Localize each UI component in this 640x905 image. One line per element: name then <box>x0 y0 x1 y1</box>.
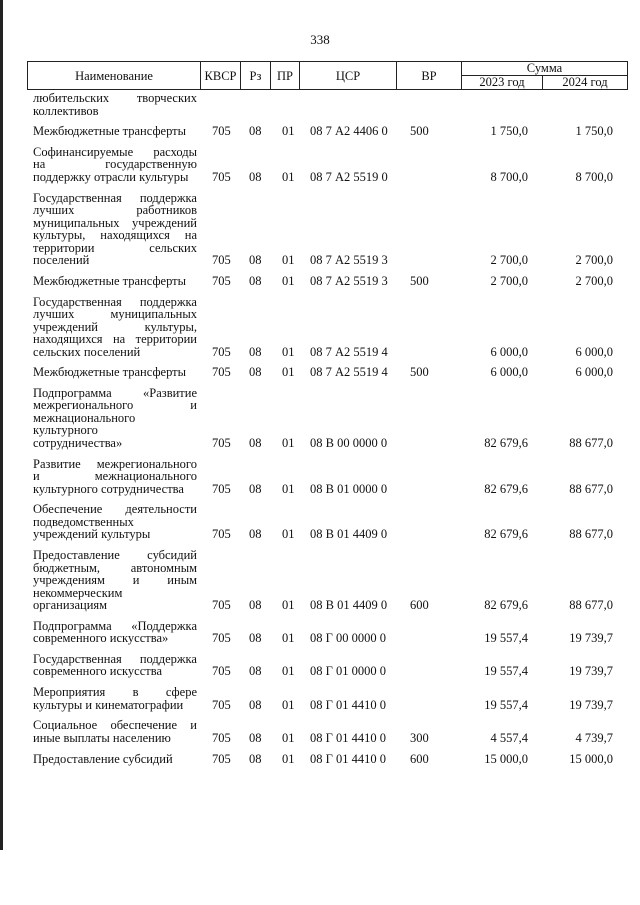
pr-cell: 01 <box>282 273 295 288</box>
rz-cell: 08 <box>249 344 262 359</box>
row-name-line: организациям <box>33 598 108 612</box>
rz-cell: 08 <box>249 631 262 646</box>
row-name <box>33 653 197 678</box>
sum-2023-cell: 6 000,0 <box>490 344 528 359</box>
row-name <box>33 686 197 711</box>
row-name-line: коллективов <box>33 103 99 118</box>
page-number: 338 <box>310 32 330 47</box>
sum-2024-cell: 1 750,0 <box>575 124 613 139</box>
rz-cell: 08 <box>249 253 262 268</box>
rz-cell: 08 <box>249 751 262 766</box>
table-row <box>0 549 640 612</box>
row-name-line: Межбюджетные трансферты <box>33 273 187 288</box>
kvsr-cell: 705 <box>212 697 231 712</box>
row-name <box>33 125 197 138</box>
sum-2023-cell: 2 700,0 <box>490 273 528 288</box>
row-name-line: находящихся на территории <box>33 332 197 346</box>
row-name-line: Подпрограмма «Поддержка <box>33 618 197 633</box>
csr-cell: 08 7 А2 5519 3 <box>310 253 388 268</box>
csr-cell: 08 В 00 0000 0 <box>310 435 388 450</box>
pr-cell: 01 <box>282 598 295 612</box>
row-name-line: Государственная поддержка <box>33 651 197 666</box>
header-sum: Сумма <box>526 61 563 75</box>
row-name <box>33 296 197 359</box>
csr-cell: 08 Г 01 4410 0 <box>310 751 386 766</box>
table-row <box>0 719 640 744</box>
row-name <box>33 549 197 612</box>
row-name <box>33 719 197 744</box>
row-name-line: учреждений культуры <box>33 527 151 542</box>
row-name <box>33 753 197 766</box>
row-name-line: Межбюджетные трансферты <box>33 365 187 380</box>
pr-cell: 01 <box>282 344 295 359</box>
row-name-line: Социальное обеспечение и <box>33 718 197 733</box>
rz-cell: 08 <box>249 664 262 679</box>
row-name-line: Подпрограмма «Развитие <box>33 385 197 400</box>
kvsr-cell: 705 <box>212 664 231 679</box>
pr-cell: 01 <box>282 365 295 380</box>
rz-cell: 08 <box>249 697 262 712</box>
row-name <box>33 387 197 450</box>
row-name-line: межрегионального и <box>33 398 197 413</box>
row-name-line: Предоставление субсидий <box>33 548 197 562</box>
row-name-line: Мероприятия в сфере <box>33 685 197 700</box>
kvsr-cell: 705 <box>212 435 231 450</box>
kvsr-cell: 705 <box>212 481 231 496</box>
row-name-line: поддержку отрасли культуры <box>33 169 189 184</box>
row-name-line: современного искусства <box>33 664 163 679</box>
table-row <box>0 92 640 117</box>
csr-cell: 08 В 01 0000 0 <box>310 481 388 496</box>
sum-2023-cell: 19 557,4 <box>484 631 528 646</box>
sum-2024-cell: 19 739,7 <box>569 697 613 712</box>
header-name: Наименование <box>75 69 153 83</box>
pr-cell: 01 <box>282 253 295 268</box>
kvsr-cell: 705 <box>212 751 231 766</box>
sum-2024-cell: 88 677,0 <box>569 598 613 612</box>
header-kvsr: КВСР <box>204 69 237 83</box>
csr-cell: 08 7 А2 5519 4 <box>310 344 388 359</box>
rz-cell: 08 <box>249 365 262 380</box>
pr-cell: 01 <box>282 751 295 766</box>
sum-2023-cell: 2 700,0 <box>490 253 528 268</box>
row-name-line: культурного сотрудничества <box>33 481 184 496</box>
header-pr: ПР <box>277 69 293 83</box>
row-name-line: Софинансируемые расходы <box>33 144 197 159</box>
table-row <box>0 275 640 288</box>
kvsr-cell: 705 <box>212 344 231 359</box>
kvsr-cell: 705 <box>212 169 231 184</box>
sum-2024-cell: 6 000,0 <box>575 344 613 359</box>
table-row <box>0 387 640 450</box>
sum-2023-cell: 15 000,0 <box>484 751 528 766</box>
header-year-2024: 2024 год <box>562 75 608 89</box>
row-name-line: любительских творческих <box>33 91 197 105</box>
row-name-line: некоммерческим <box>33 585 123 600</box>
rz-cell: 08 <box>249 730 262 745</box>
sum-2024-cell: 8 700,0 <box>575 169 613 184</box>
sum-2023-cell: 82 679,6 <box>484 435 528 450</box>
row-name <box>33 92 197 117</box>
table-row <box>0 620 640 645</box>
header-vline <box>627 61 628 90</box>
table-header <box>27 61 628 90</box>
table-row <box>0 146 640 184</box>
csr-cell: 08 Г 00 0000 0 <box>310 631 386 646</box>
sum-2024-cell: 19 739,7 <box>569 631 613 646</box>
pr-cell: 01 <box>282 730 295 745</box>
row-name <box>33 192 197 267</box>
table-row <box>0 686 640 711</box>
sum-2024-cell: 88 677,0 <box>569 435 613 450</box>
pr-cell: 01 <box>282 527 295 542</box>
sum-2023-cell: 6 000,0 <box>490 365 528 380</box>
row-name-line: Развитие межрегионального <box>33 456 197 471</box>
sum-2024-cell: 88 677,0 <box>569 527 613 542</box>
rz-cell: 08 <box>249 598 262 612</box>
row-name-line: культуры, находящихся на <box>33 228 197 243</box>
sum-2023-cell: 82 679,6 <box>484 527 528 542</box>
pr-cell: 01 <box>282 481 295 496</box>
vr-cell: 600 <box>410 598 429 612</box>
csr-cell: 08 Г 01 4410 0 <box>310 730 386 745</box>
pr-cell: 01 <box>282 664 295 679</box>
row-name-line: муниципальных учреждений <box>33 215 197 230</box>
row-name <box>33 458 197 496</box>
sum-2024-cell: 2 700,0 <box>575 253 613 268</box>
row-name-line: Государственная поддержка <box>33 190 197 205</box>
table-row <box>0 366 640 379</box>
row-name-line: лучших муниципальных <box>33 307 197 321</box>
kvsr-cell: 705 <box>212 598 231 612</box>
header-vr: ВР <box>421 69 437 83</box>
row-name-line: культурного <box>33 423 98 438</box>
kvsr-cell: 705 <box>212 631 231 646</box>
csr-cell: 08 В 01 4409 0 <box>310 527 388 542</box>
table-row <box>0 503 640 541</box>
row-name <box>33 503 197 541</box>
kvsr-cell: 705 <box>212 253 231 268</box>
rz-cell: 08 <box>249 435 262 450</box>
table-row <box>0 753 640 766</box>
row-name-line: современного искусства» <box>33 631 169 646</box>
sum-2024-cell: 2 700,0 <box>575 273 613 288</box>
header-csr: ЦСР <box>335 69 361 83</box>
rz-cell: 08 <box>249 273 262 288</box>
row-name-line: Межбюджетные трансферты <box>33 124 187 139</box>
row-name <box>33 146 197 184</box>
kvsr-cell: 705 <box>212 730 231 745</box>
csr-cell: 08 Г 01 0000 0 <box>310 664 386 679</box>
table-row <box>0 653 640 678</box>
row-name <box>33 620 197 645</box>
csr-cell: 08 В 01 4409 0 <box>310 598 388 612</box>
rz-cell: 08 <box>249 124 262 139</box>
sum-2023-cell: 19 557,4 <box>484 664 528 679</box>
row-name-line: бюджетным, автономным <box>33 560 197 575</box>
header-year-2023: 2023 год <box>479 75 525 89</box>
vr-cell: 500 <box>410 365 429 380</box>
sum-2024-cell: 6 000,0 <box>575 365 613 380</box>
rz-cell: 08 <box>249 481 262 496</box>
vr-cell: 500 <box>410 273 429 288</box>
row-name-line: сотрудничества» <box>33 435 123 450</box>
pr-cell: 01 <box>282 697 295 712</box>
sum-2024-cell: 19 739,7 <box>569 664 613 679</box>
csr-cell: 08 Г 01 4410 0 <box>310 697 386 712</box>
sum-2023-cell: 4 557,4 <box>490 730 528 745</box>
row-name-line: Обеспечение деятельности <box>33 502 197 517</box>
vr-cell: 600 <box>410 751 429 766</box>
table-row <box>0 125 640 138</box>
row-name-line: сельских поселений <box>33 344 141 359</box>
kvsr-cell: 705 <box>212 124 231 139</box>
vr-cell: 500 <box>410 124 429 139</box>
pr-cell: 01 <box>282 124 295 139</box>
sum-2024-cell: 4 739,7 <box>575 730 613 745</box>
rz-cell: 08 <box>249 169 262 184</box>
row-name <box>33 275 197 288</box>
table-row <box>0 192 640 267</box>
pr-cell: 01 <box>282 435 295 450</box>
row-name-line: на государственную <box>33 157 197 172</box>
row-name-line: межнационального <box>33 410 136 425</box>
row-name-line: лучших работников <box>33 203 197 218</box>
row-name <box>33 366 197 379</box>
row-name-line: иные выплаты населению <box>33 730 171 745</box>
sum-2023-cell: 82 679,6 <box>484 481 528 496</box>
row-name-line: культуры и кинематографии <box>33 697 184 712</box>
sum-2024-cell: 88 677,0 <box>569 481 613 496</box>
row-name-line: учреждениям и иным <box>33 573 197 587</box>
kvsr-cell: 705 <box>212 273 231 288</box>
kvsr-cell: 705 <box>212 365 231 380</box>
pr-cell: 01 <box>282 631 295 646</box>
row-name-line: Государственная поддержка <box>33 294 197 309</box>
csr-cell: 08 7 А2 4406 0 <box>310 124 388 139</box>
row-name-line: поселений <box>33 253 90 268</box>
sum-2023-cell: 1 750,0 <box>490 124 528 139</box>
csr-cell: 08 7 А2 5519 0 <box>310 169 388 184</box>
table-row <box>0 296 640 359</box>
vr-cell: 300 <box>410 730 429 745</box>
pr-cell: 01 <box>282 169 295 184</box>
kvsr-cell: 705 <box>212 527 231 542</box>
sum-2023-cell: 82 679,6 <box>484 598 528 612</box>
sum-2023-cell: 19 557,4 <box>484 697 528 712</box>
row-name-line: и межнационального <box>33 469 197 484</box>
row-name-line: Предоставление субсидий <box>33 751 173 766</box>
rz-cell: 08 <box>249 527 262 542</box>
row-name-line: учреждений культуры, <box>33 319 197 334</box>
csr-cell: 08 7 А2 5519 4 <box>310 365 388 380</box>
sum-2024-cell: 15 000,0 <box>569 751 613 766</box>
header-rz: Рз <box>249 69 262 83</box>
sum-2023-cell: 8 700,0 <box>490 169 528 184</box>
table-row <box>0 458 640 496</box>
row-name-line: подведомственных <box>33 514 134 529</box>
row-name-line: территории сельских <box>33 240 197 255</box>
csr-cell: 08 7 А2 5519 3 <box>310 273 388 288</box>
